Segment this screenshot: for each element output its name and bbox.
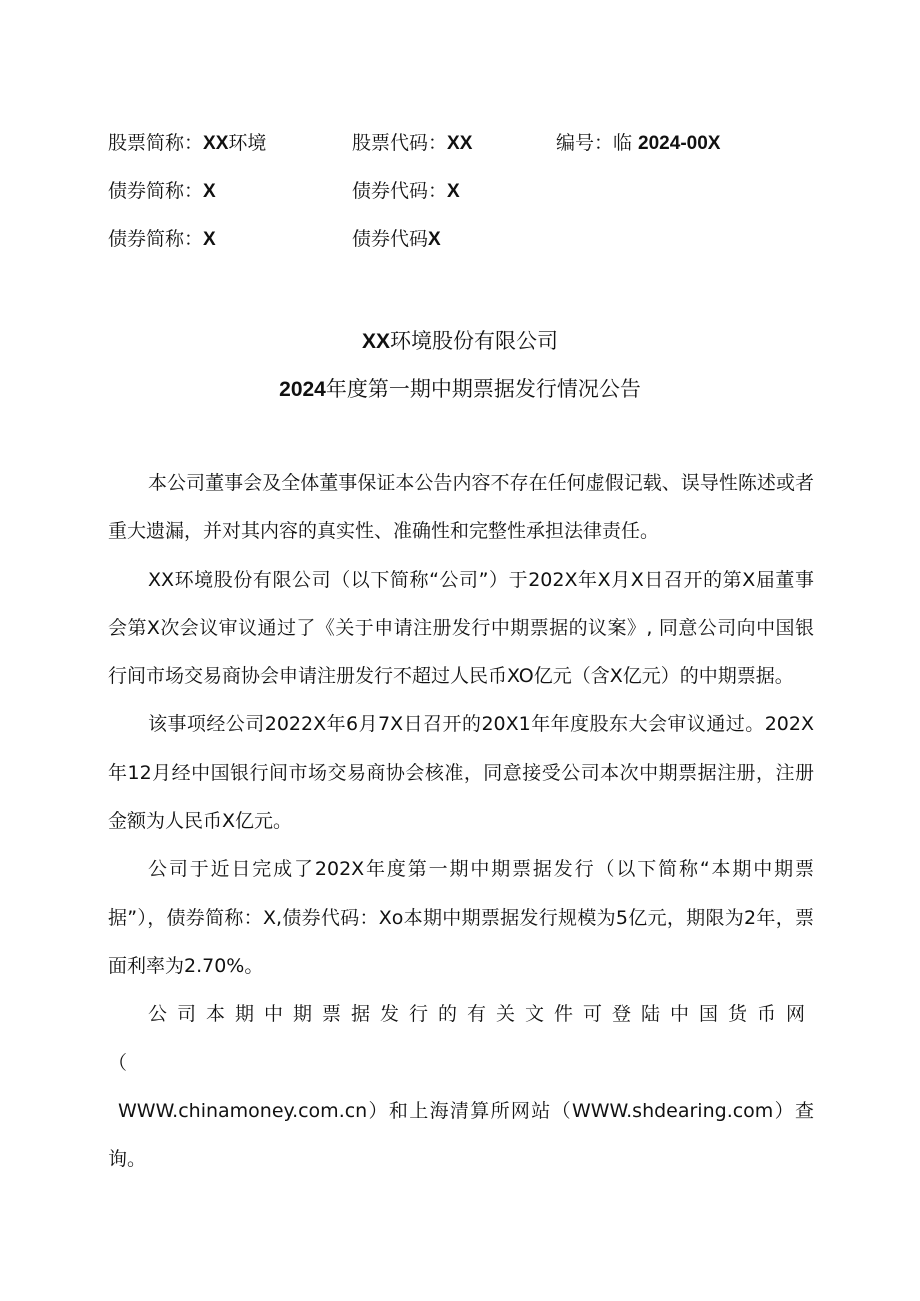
paragraph-board-resolution: XX环境股份有限公司（以下简称“公司”）于202X年X月X日召开的第X届董事会第X次会议审议通过了《关于申请注册发行中期票据的议案》, 同意公司向中国银行间市场交易商协会申请注册发行不超过人民币XO亿元（含X亿元）的中期票据。: [108, 568, 814, 688]
bond-short-name-2: [108, 224, 216, 255]
announcement-title-text: 年度第一期中期票据发行情况公告: [325, 377, 641, 401]
header-row-3: [108, 224, 528, 254]
announcement-number: [556, 128, 720, 159]
announcement-title: [0, 373, 920, 406]
paragraph-documents-line-2: WWW.chinamoney.com.cn）和上海清算所网站（WWW.shdearing.com）查询。: [108, 1099, 814, 1171]
paragraph-shareholder-approval: 该事项经公司2022X年6月7X日召开的20X1年年度股东大会审议通过。202X年12月经中国银行间市场交易商协会核准，同意接受公司本次中期票据注册，注册金额为人民币X亿元。: [108, 713, 814, 833]
paragraph-documents-line-1: 公司本期中期票据发行的有关文件可登陆中国货币网（: [108, 1003, 814, 1074]
announcement-number-value: 2024-00X: [638, 133, 721, 154]
bond-code-2: [352, 224, 441, 255]
announcement-title-year: 2024: [279, 378, 326, 401]
stock-code: [352, 128, 472, 159]
bond-code-1-label: 债券代码：: [352, 180, 448, 202]
bond-short-name-1-label: 债券简称：: [108, 180, 204, 202]
bond-code-2-value: X: [428, 229, 441, 250]
stock-short-name-value: XX: [203, 133, 229, 154]
announcement-body: [108, 459, 814, 1183]
paragraph-issuance-details: 公司于近日完成了202X年度第一期中期票据发行（以下简称“本期中期票据”），债券简称：X,债券代码：Xo本期中期票据发行规模为5亿元，期限为2年，票面利率为2.70%。: [108, 858, 814, 977]
bond-short-name-1: [108, 176, 216, 207]
company-title-prefix: XX: [361, 330, 390, 353]
stock-short-name: [108, 128, 266, 159]
bond-code-1: [352, 176, 460, 207]
bond-code-2-label: 债券代码: [352, 228, 429, 250]
paragraph-disclaimer: 本公司董事会及全体董事保证本公告内容不存在任何虚假记载、误导性陈述或者重大遗漏，并对其内容的真实性、准确性和完整性承担法律责任。: [108, 472, 814, 543]
header-row-1: [108, 128, 748, 158]
stock-short-name-label: 股票简称：: [108, 132, 204, 154]
stock-code-value: XX: [447, 133, 473, 154]
bond-code-1-value: X: [447, 181, 460, 202]
bond-short-name-1-value: X: [203, 181, 216, 202]
company-title-text: 环境股份有限公司: [390, 329, 558, 353]
bond-short-name-2-value: X: [203, 229, 216, 250]
bond-short-name-2-label: 债券简称：: [108, 228, 204, 250]
header-row-2: [108, 176, 528, 206]
stock-code-label: 股票代码：: [352, 132, 448, 154]
stock-short-name-suffix: 环境: [228, 132, 267, 154]
company-title: [0, 325, 920, 358]
announcement-number-label: 编号：临: [556, 132, 639, 154]
